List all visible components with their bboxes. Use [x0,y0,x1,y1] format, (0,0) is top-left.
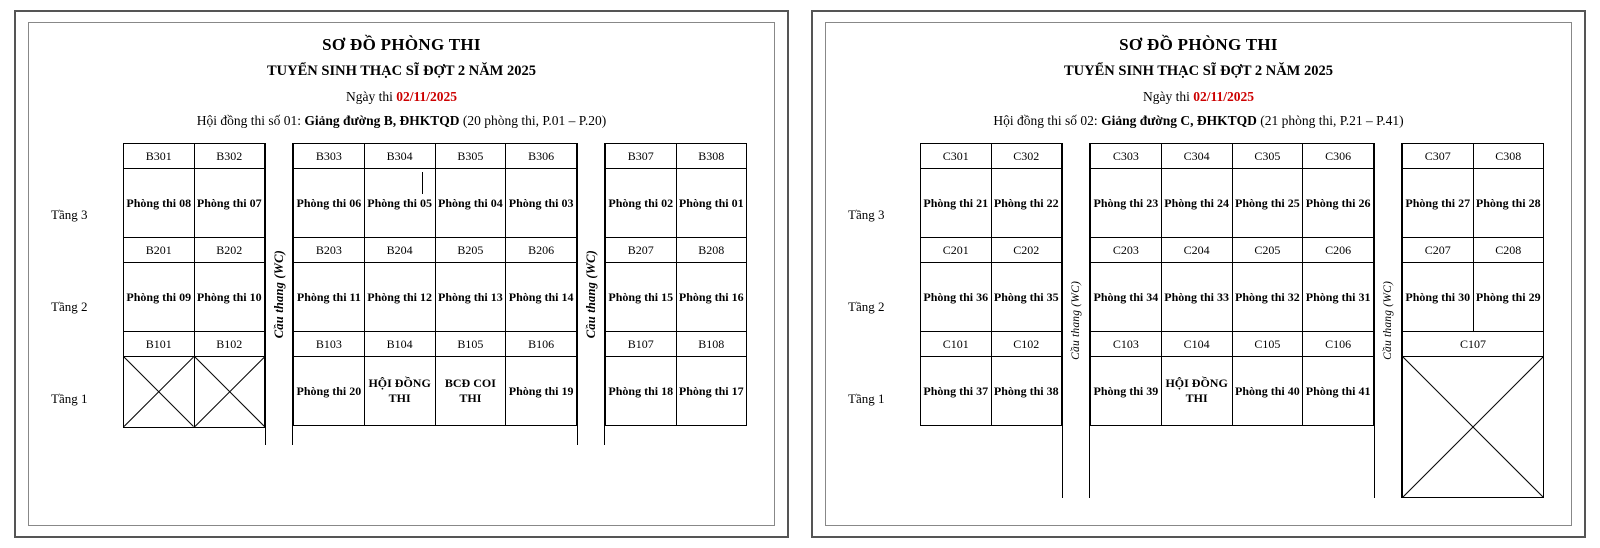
room-code: C304 [1161,144,1232,169]
room-code: B208 [676,238,747,263]
room-cell: Phòng thi 08 [124,169,195,238]
table-row [1091,263,1374,332]
room-cell: Phòng thi 41 [1303,357,1374,426]
room-code: C103 [1091,332,1162,357]
room-code: C305 [1232,144,1303,169]
room-code: C302 [991,144,1062,169]
table-row [294,144,577,169]
room-cell: Phòng thi 01 [676,169,747,238]
room-cell: Phòng thi 03 [506,169,577,238]
table-row [1091,144,1374,169]
room-cell: Phòng thi 27 [1403,169,1474,238]
table-row [124,238,265,263]
table-row [1091,238,1374,263]
table-row [606,238,747,263]
page-subtitle-1: TUYỂN SINH THẠC SĨ ĐỢT 2 NĂM 2025 [267,63,536,79]
room-cell: Phòng thi 10 [194,263,265,332]
room-code: B104 [364,332,435,357]
council-line-1 [43,113,760,129]
table-row [294,263,577,332]
empty-room-cell [194,357,265,428]
table-row [294,332,577,357]
room-code: C102 [991,332,1062,357]
room-cell: Phòng thi 11 [294,263,365,332]
room-code: B102 [194,332,265,357]
room-cell: HỘI ĐỒNG THI [364,357,435,426]
stairwell-label: Cầu thang (WC) [271,249,286,339]
empty-room-cell [124,357,195,428]
page-title-1: SƠ ĐỒ PHÒNG THI [322,35,481,54]
room-code: B108 [676,332,747,357]
floor-label-1-p1: Tầng 1 [51,391,88,406]
room-code: B101 [124,332,195,357]
table-row [921,238,1062,263]
floor-label-column-1 [49,143,123,445]
exam-date-label-1: Ngày thi [345,89,393,104]
room-cell: Phòng thi 19 [506,357,577,426]
room-cell: HỘI ĐỒNG THI [1161,357,1232,426]
room-block-left-2 [920,143,1062,498]
room-cell: Phòng thi 24 [1161,169,1232,238]
crossed-out-icon [1403,357,1543,497]
table-row [124,169,265,238]
room-code: B203 [294,238,365,263]
room-cell: Phòng thi 07 [194,169,265,238]
room-cell: Phòng thi 13 [435,263,506,332]
panel-2-header [840,35,1557,135]
council-venue-2: Giảng đường C, ĐHKTQD [1101,113,1257,128]
stairwell-label: Cầu thang (WC) [583,249,598,339]
room-code: C303 [1091,144,1162,169]
table-row [1091,357,1374,426]
room-cell: Phòng thi 35 [991,263,1062,332]
page-subtitle-2: TUYỂN SINH THẠC SĨ ĐỢT 2 NĂM 2025 [1064,63,1333,79]
council-prefix-2: Hội đồng thi số 02: [993,113,1098,128]
table-row [921,332,1062,357]
stairwell-label: Cầu thang (WC) [1382,281,1394,360]
exam-date-value-1: 02/11/2025 [396,89,457,104]
room-block-middle-2 [1090,143,1374,498]
room-grid-1 [123,143,760,445]
room-cell: Phòng thi 06 [294,169,365,238]
table-row [606,144,747,169]
room-table-right-1 [605,143,747,426]
page-title-2: SƠ ĐỒ PHÒNG THI [1119,35,1278,54]
table-row [921,357,1062,426]
room-code: B105 [435,332,506,357]
room-code: B302 [194,144,265,169]
room-code: B207 [606,238,677,263]
room-block-middle-1 [293,143,577,445]
room-code: B204 [364,238,435,263]
room-cell: Phòng thi 16 [676,263,747,332]
room-cell: Phòng thi 20 [294,357,365,426]
room-code: C203 [1091,238,1162,263]
room-cell: Phòng thi 09 [124,263,195,332]
table-row [124,332,265,357]
room-cell: Phòng thi 05 [364,169,435,238]
room-cell: Phòng thi 40 [1232,357,1303,426]
room-table-middle-1 [293,143,577,426]
room-code: C101 [921,332,992,357]
room-table-left-1 [123,143,265,428]
table-row [1403,332,1544,357]
crossed-out-icon [124,357,194,427]
table-row [1403,263,1544,332]
center-tick-mark-1 [422,172,423,194]
room-code: B106 [506,332,577,357]
room-code: C105 [1232,332,1303,357]
room-block-right-1 [605,143,747,445]
room-code: C208 [1473,238,1544,263]
room-grid-2 [920,143,1557,498]
stairwell-right-2 [1374,143,1402,498]
room-code: C201 [921,238,992,263]
room-code: B205 [435,238,506,263]
room-cell: Phòng thi 15 [606,263,677,332]
table-row [1091,169,1374,238]
crossed-out-icon [195,357,265,427]
floor-label-3-p2: Tầng 3 [848,207,885,222]
room-cell: Phòng thi 34 [1091,263,1162,332]
room-code: B103 [294,332,365,357]
room-code: B201 [124,238,195,263]
exam-date-label-2: Ngày thi [1142,89,1190,104]
table-row [1403,169,1544,238]
room-code: B305 [435,144,506,169]
table-row [124,263,265,332]
room-cell: Phòng thi 29 [1473,263,1544,332]
room-cell: Phòng thi 32 [1232,263,1303,332]
room-cell: Phòng thi 22 [991,169,1062,238]
floor-label-column-2 [846,143,920,498]
table-row [921,144,1062,169]
table-row [606,169,747,238]
room-table-left-2 [920,143,1062,426]
room-code: C202 [991,238,1062,263]
room-cell: Phòng thi 36 [921,263,992,332]
room-code: C307 [1403,144,1474,169]
room-cell: Phòng thi 38 [991,357,1062,426]
exam-map-panel-2 [811,10,1586,538]
room-cell: Phòng thi 12 [364,263,435,332]
stairwell-left-1 [265,143,293,445]
room-cell: Phòng thi 14 [506,263,577,332]
room-cell: Phòng thi 25 [1232,169,1303,238]
table-row [606,332,747,357]
floor-label-2-p2: Tầng 2 [848,299,885,314]
room-code: C204 [1161,238,1232,263]
table-row [294,357,577,426]
room-code: C308 [1473,144,1544,169]
room-code: C106 [1303,332,1374,357]
room-code: B308 [676,144,747,169]
exam-date-line-1 [43,89,760,105]
table-row [606,357,747,426]
table-row [124,357,265,428]
exam-date-line-2 [840,89,1557,105]
room-code: B304 [364,144,435,169]
room-cell: Phòng thi 37 [921,357,992,426]
room-code: B306 [506,144,577,169]
exam-map-panel-1 [14,10,789,538]
table-row [1403,238,1544,263]
room-code: C206 [1303,238,1374,263]
floor-diagram-2 [840,143,1557,498]
room-cell: Phòng thi 21 [921,169,992,238]
council-suffix-2: (21 phòng thi, P.21 – P.41) [1260,113,1404,128]
stairwell-left-2 [1062,143,1090,498]
stairwell-label: Cầu thang (WC) [1070,281,1082,360]
room-cell: Phòng thi 17 [676,357,747,426]
table-row [1091,332,1374,357]
room-code: C301 [921,144,992,169]
room-code: B301 [124,144,195,169]
room-cell: Phòng thi 02 [606,169,677,238]
room-cell: Phòng thi 04 [435,169,506,238]
room-block-right-2 [1402,143,1544,498]
room-code: B303 [294,144,365,169]
room-code: C104 [1161,332,1232,357]
room-code: B107 [606,332,677,357]
table-row [1403,144,1544,169]
council-prefix-1: Hội đồng thi số 01: [196,113,302,128]
panel-2-content [825,22,1572,526]
room-cell: Phòng thi 18 [606,357,677,426]
room-table-middle-2 [1090,143,1374,426]
table-row [294,238,577,263]
room-code: C107 [1403,332,1544,357]
table-row [1403,357,1544,498]
exam-date-value-2: 02/11/2025 [1193,89,1254,104]
floor-label-2-p1: Tầng 2 [51,299,88,314]
floor-label-3-p1: Tầng 3 [51,207,88,222]
room-block-left-1 [123,143,265,445]
table-row [294,169,577,238]
table-row [921,169,1062,238]
room-cell: Phòng thi 30 [1403,263,1474,332]
room-code: C205 [1232,238,1303,263]
floor-diagram-1 [43,143,760,445]
room-cell: Phòng thi 39 [1091,357,1162,426]
room-code: C207 [1403,238,1474,263]
table-row [606,263,747,332]
room-cell: BCĐ COI THI [435,357,506,426]
room-code: B307 [606,144,677,169]
empty-room-cell [1403,357,1544,498]
stairwell-right-1 [577,143,605,445]
panel-1-header [43,35,760,135]
room-table-right-2 [1402,143,1544,498]
table-row [921,263,1062,332]
room-cell: Phòng thi 33 [1161,263,1232,332]
room-cell: Phòng thi 31 [1303,263,1374,332]
floor-label-1-p2: Tầng 1 [848,391,885,406]
council-venue-1: Giảng đường B, ĐHKTQD [304,113,460,128]
room-cell: Phòng thi 28 [1473,169,1544,238]
room-cell: Phòng thi 23 [1091,169,1162,238]
council-suffix-1: (20 phòng thi, P.01 – P.20) [462,113,607,128]
council-line-2 [840,113,1557,129]
panel-1-content [28,22,775,526]
table-row [124,144,265,169]
room-code: C306 [1303,144,1374,169]
room-code: B202 [194,238,265,263]
room-code: B206 [506,238,577,263]
room-cell: Phòng thi 26 [1303,169,1374,238]
